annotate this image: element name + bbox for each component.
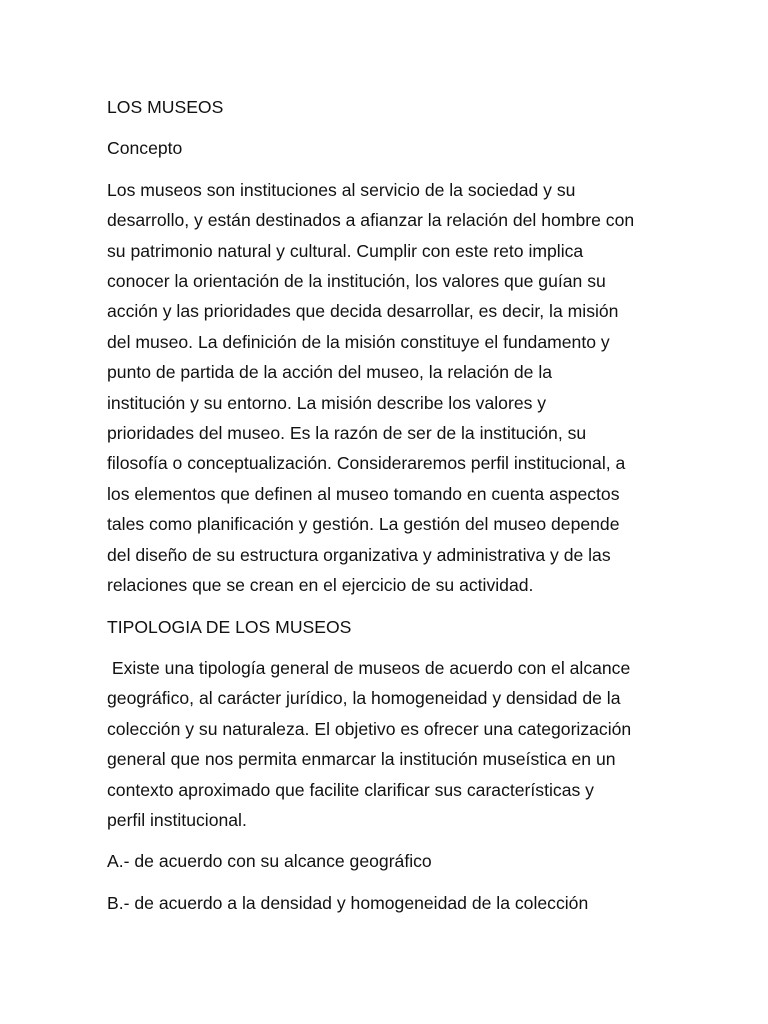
paragraph-line: colección y su naturaleza. El objetivo es ofrecer una categorización [107, 718, 632, 739]
paragraph-concepto [107, 175, 667, 601]
paragraph-line: Los museos son instituciones al servicio de la sociedad y su [107, 179, 576, 200]
paragraph-line: los elementos que definen al museo tomando en cuenta aspectos [107, 483, 620, 504]
document-body [107, 92, 667, 929]
paragraph-line: perfil institucional. [107, 809, 247, 830]
paragraph-line: punto de partida de la acción del museo, la relación de la [107, 362, 553, 383]
paragraph-line: su patrimonio natural y cultural. Cumplir con este reto implica [107, 240, 584, 261]
paragraph-line: geográfico, al carácter jurídico, la homogeneidad y densidad de la [107, 688, 621, 709]
section-heading-tipologia: TIPOLOGIA DE LOS MUSEOS [107, 616, 352, 637]
list-item-a: A.- de acuerdo con su alcance geográfico [107, 851, 432, 872]
paragraph-line: del museo. La definición de la misión constituye el fundamento y [107, 331, 610, 352]
paragraph-line: institución y su entorno. La misión describe los valores y [107, 392, 547, 413]
paragraph-tipologia [107, 653, 667, 835]
paragraph-line: tales como planificación y gestión. La gestión del museo depende [107, 514, 620, 535]
paragraph-line: general que nos permita enmarcar la institución museística en un [107, 749, 616, 770]
paragraph-line: relaciones que se crean en el ejercicio de su actividad. [107, 575, 534, 596]
paragraph-line: acción y las prioridades que decida desarrollar, es decir, la misión [107, 301, 619, 322]
section-heading-concepto: Concepto [107, 138, 183, 159]
paragraph-line: conocer la orientación de la institución, los valores que guían su [107, 271, 606, 292]
paragraph-line: desarrollo, y están destinados a afianzar la relación del hombre con [107, 210, 635, 231]
document-title: LOS MUSEOS [107, 97, 224, 117]
paragraph-line: contexto aproximado que facilite clarificar sus características y [107, 779, 594, 800]
paragraph-line: filosofía o conceptualización. Consideraremos perfil institucional, a [107, 453, 626, 474]
list-item-b: B.- de acuerdo a la densidad y homogeneidad de la colección [107, 892, 589, 913]
paragraph-line: del diseño de su estructura organizativa y administrativa y de las [107, 544, 611, 565]
paragraph-line: Existe una tipología general de museos de acuerdo con el alcance [107, 657, 631, 678]
paragraph-line: prioridades del museo. Es la razón de ser de la institución, su [107, 423, 587, 444]
